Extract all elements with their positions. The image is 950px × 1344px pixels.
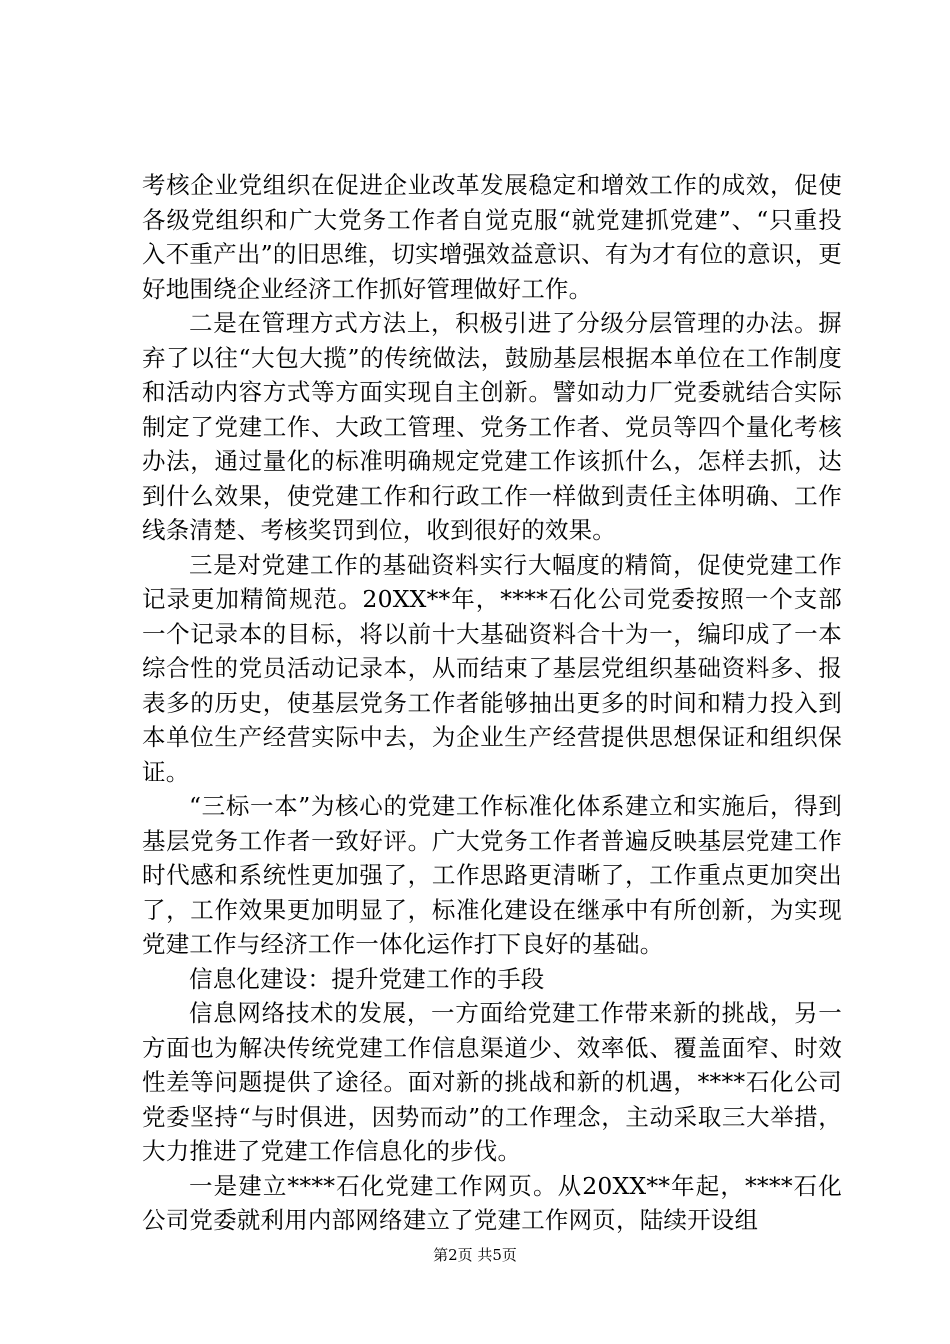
paragraph-web-page: 一是建立****石化党建工作网页。从20XX**年起，****石化公司党委就利用内部网络建立了党建工作网页，陆续开设组: [142, 1171, 842, 1234]
page-footer: [0, 1245, 950, 1265]
body-text: [142, 168, 842, 1238]
page-number: 第2页 共5页: [433, 1246, 517, 1264]
section-heading: 信息化建设：提升党建工作的手段: [189, 964, 545, 993]
paragraph-continuation: 考核企业党组织在促进企业改革发展稳定和增效工作的成效，促使各级党组织和广大党务工作者自觉克服“就党建抓党建”、“只重投入不重产出”的旧思维，切实增强效益意识、有为才有位的意识，更好地围绕企业经济工作抓好管理做好工作。: [142, 171, 842, 303]
paragraph-basic-records: 三是对党建工作的基础资料实行大幅度的精简，促使党建工作记录更加精简规范。20XX**年，****石化公司党委按照一个支部一个记录本的目标，将以前十大基础资料合十为一，编印成了一本综合性的党员活动记录本，从而结束了基层党组织基础资料多、报表多的历史，使基层党务工作者能够抽出更多的时间和精力投入到本单位生产经营实际中去，为企业生产经营提供思想保证和组织保证。: [142, 550, 842, 786]
paragraph-management-methods: 二是在管理方式方法上，积极引进了分级分层管理的办法。摒弃了以往“大包大揽”的传统做法，鼓励基层根据本单位在工作制度和活动内容方式等方面实现自主创新。譬如动力厂党委就结合实际制定了党建工作、大政工管理、党务工作者、党员等四个量化考核办法，通过量化的标准明确规定党建工作该抓什么，怎样去抓，达到什么效果，使党建工作和行政工作一样做到责任主体明确、工作线条清楚、考核奖罚到位，收到很好的效果。: [142, 309, 842, 544]
paragraph-informatization: 信息网络技术的发展，一方面给党建工作带来新的挑战，另一方面也为解决传统党建工作信息渠道少、效率低、覆盖面窄、时效性差等问题提供了途径。面对新的挑战和新的机遇，****石化公司党委坚持“与时俱进，因势而动”的工作理念，主动采取三大举措，大力推进了党建工作信息化的步伐。: [142, 999, 842, 1165]
paragraph-standardization-results: “三标一本”为核心的党建工作标准化体系建立和实施后，得到基层党务工作者一致好评。广大党务工作者普遍反映基层党建工作时代感和系统性更加强了，工作思路更清晰了，工作重点更加突出了，工作效果更加明显了，标准化建设在继承中有所创新，为实现党建工作与经济工作一体化运作打下良好的基础。: [142, 792, 842, 958]
